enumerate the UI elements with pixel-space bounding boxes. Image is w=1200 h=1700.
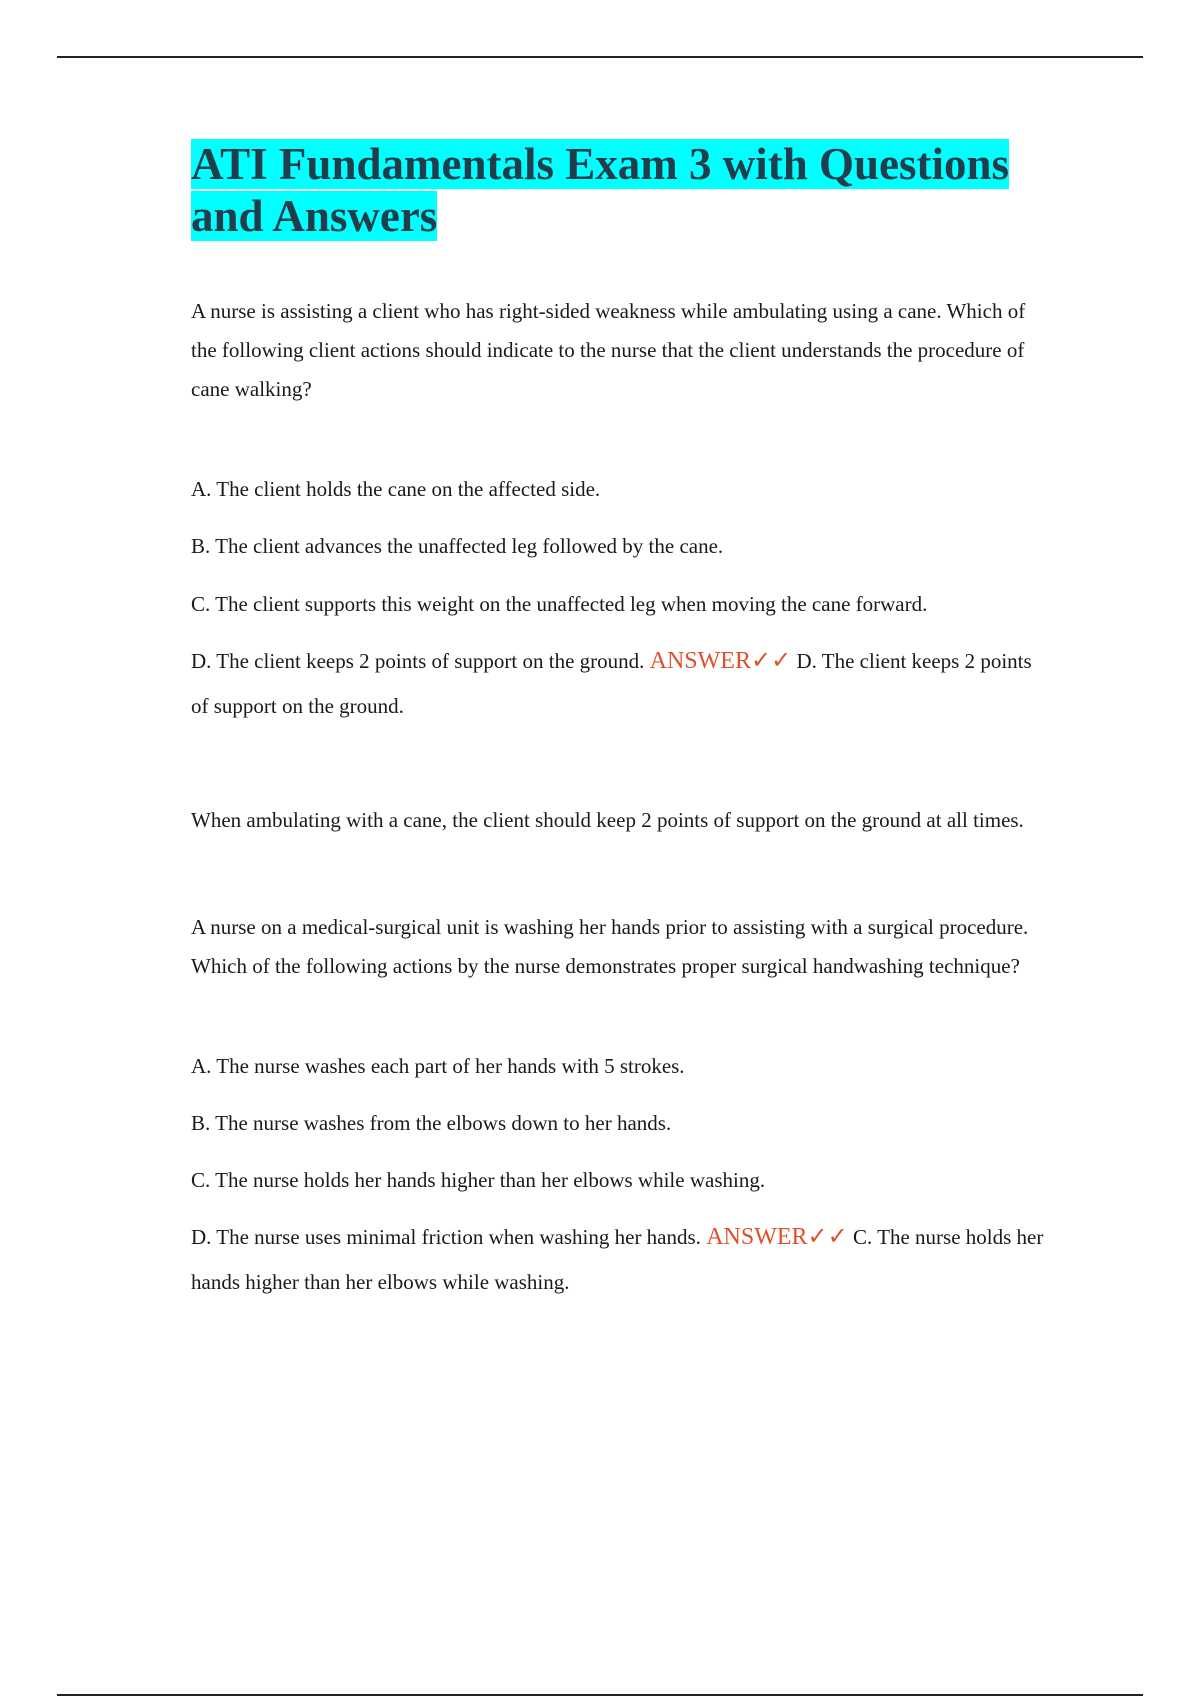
- question-1-stem: A nurse is assisting a client who has right-sided weakness while ambulating using a cane. Which of the following client actions should indicate to the nurse that the client understands the procedure of cane walking?: [191, 299, 1026, 401]
- question-2-option-c: C. The nurse holds her hands higher than her elbows while washing.: [191, 1168, 766, 1192]
- question-2-option-a: A. The nurse washes each part of her hands with 5 strokes.: [191, 1054, 685, 1078]
- question-1-option-d-with-answer: [191, 639, 1051, 729]
- question-1-answer: D. The client keeps 2 points of support on the ground.: [191, 649, 1032, 718]
- document-title-text: ATI Fundamentals Exam 3 with Questions and Answers: [191, 139, 1010, 241]
- question-2-answer: C. The nurse holds her hands higher than her elbows while washing.: [191, 1225, 1044, 1294]
- question-2-option-d-with-answer: [191, 1215, 1051, 1305]
- question-2-option-b: B. The nurse washes from the elbows down to her hands.: [191, 1111, 672, 1135]
- question-1-option-a: A. The client holds the cane on the affected side.: [191, 477, 601, 501]
- document-title: [191, 138, 1051, 242]
- footer-rule: [57, 1694, 1143, 1696]
- question-2-stem: A nurse on a medical-surgical unit is washing her hands prior to assisting with a surgical procedure. Which of the following actions by the nurse demonstrates proper surgical handwashing technique?: [191, 915, 1029, 978]
- question-1-answer-marker: ANSWER✓✓: [649, 648, 792, 674]
- question-2-option-d: D. The nurse uses minimal friction when washing her hands.: [191, 1225, 701, 1249]
- question-1-option-c: C. The client supports this weight on the unaffected leg when moving the cane forward.: [191, 592, 928, 616]
- question-1-option-b: B. The client advances the unaffected leg followed by the cane.: [191, 534, 724, 558]
- question-1-option-d: D. The client keeps 2 points of support on the ground.: [191, 649, 645, 673]
- question-1-explanation: When ambulating with a cane, the client should keep 2 points of support on the ground at all times.: [191, 808, 1024, 832]
- question-2-answer-marker: ANSWER✓✓: [706, 1224, 848, 1250]
- document-body: [191, 138, 1051, 1305]
- header-rule: [57, 56, 1143, 58]
